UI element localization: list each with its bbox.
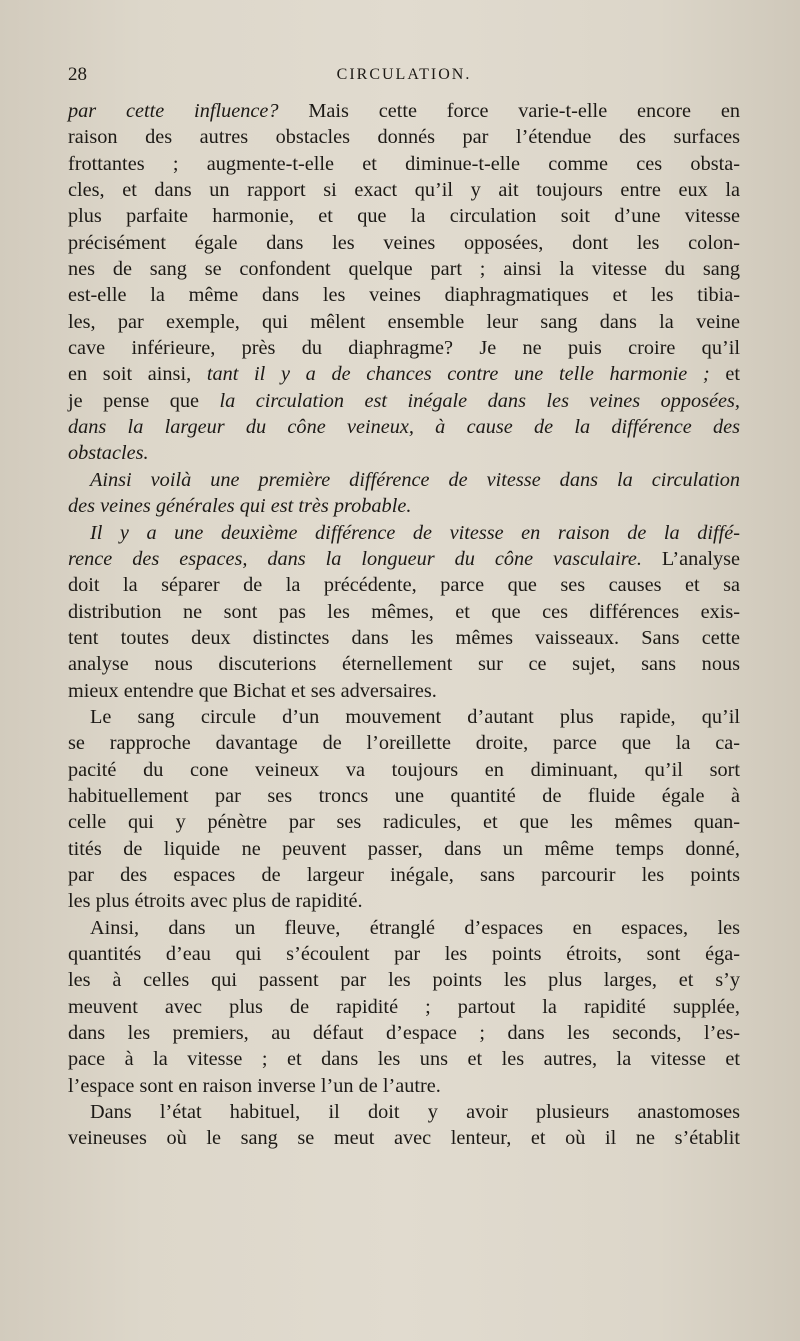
- text-run: doit la séparer de la précédente, parce que ses causes et sa: [68, 574, 740, 597]
- text-run: pacité du cone veineux va toujours en diminuant, qu’il sort: [68, 758, 740, 781]
- text-line: [68, 730, 740, 756]
- text-run: L’analyse: [641, 547, 740, 570]
- text-line: [68, 1125, 740, 1151]
- text-line: [68, 862, 740, 888]
- text-run: pace à la vitesse ; et dans les uns et les autres, la vitesse et: [68, 1048, 740, 1071]
- text-line: [68, 335, 740, 361]
- text-line: [68, 177, 740, 203]
- text-line: [68, 282, 740, 308]
- text-line: [68, 809, 740, 835]
- text-run: Dans l’état habituel, il doit y avoir plusieurs anastomoses: [90, 1101, 740, 1124]
- text-line: [68, 941, 740, 967]
- italic-text: obstacles.: [68, 442, 149, 465]
- text-run: les à celles qui passent par les points les plus larges, et s’y: [68, 969, 740, 992]
- text-line: [68, 888, 740, 914]
- italic-text: par cette influence?: [68, 100, 309, 122]
- page-header: [68, 64, 740, 94]
- text-line: [68, 651, 740, 677]
- text-run: meuvent avec plus de rapidité ; partout la rapidité supplée,: [68, 995, 740, 1018]
- text-run: Le sang circule d’un mouvement d’autant plus rapide, qu’il: [90, 705, 740, 728]
- page-number: 28: [68, 64, 87, 85]
- text-run: dans les premiers, au défaut d’espace ; dans les seconds, l’es-: [68, 1022, 740, 1045]
- text-line: [68, 757, 740, 783]
- running-head: CIRCULATION.: [336, 66, 472, 83]
- text-run: l’espace sont en raison inverse l’un de l’autre.: [68, 1074, 441, 1097]
- text-line: [68, 124, 740, 150]
- italic-text: tant il y a de chances contre une telle harmonie ;: [206, 363, 710, 386]
- text-line: [68, 704, 740, 730]
- text-line: [68, 493, 740, 519]
- text-run: je pense que: [68, 389, 220, 412]
- text-line: [68, 361, 740, 387]
- text-line: [68, 836, 740, 862]
- text-line: [68, 256, 740, 282]
- italic-text: dans la largeur du cône veineux, à cause de la différence des: [68, 416, 740, 439]
- text-line: [68, 599, 740, 625]
- text-run: nes de sang se confondent quelque part ; ainsi la vitesse du sang: [68, 258, 740, 281]
- text-run: habituellement par ses troncs une quantité de fluide égale à: [68, 784, 740, 807]
- text-run: cles, et dans un rapport si exact qu’il y ait toujours entre eux la: [68, 179, 740, 202]
- text-line: [68, 230, 740, 256]
- text-run: quantités d’eau qui s’écoulent par les points étroits, sont éga-: [68, 943, 740, 965]
- text-line: [68, 1020, 740, 1046]
- text-run: plus parfaite harmonie, et que la circulation soit d’une vitesse: [68, 205, 740, 228]
- italic-text: rence des espaces, dans la longueur du cône vasculaire.: [68, 547, 642, 570]
- text-run: les, par exemple, qui mêlent ensemble leur sang dans la veine: [68, 310, 740, 333]
- text-line: [68, 151, 740, 177]
- text-line: [68, 1099, 740, 1125]
- text-line: [68, 546, 740, 572]
- text-run: et: [709, 363, 740, 386]
- text-line: [68, 203, 740, 229]
- text-line: [68, 625, 740, 651]
- text-line: [68, 467, 740, 493]
- text-run: distribution ne sont pas les mêmes, et que ces différences exis-: [68, 600, 740, 623]
- text-line: [68, 440, 740, 466]
- text-run: tent toutes deux distinctes dans les mêmes vaisseaux. Sans cette: [68, 626, 740, 649]
- text-line: [68, 678, 740, 704]
- italic-text: Il y a une deuxième différence de vitesse en raison de la diffé-: [90, 521, 740, 544]
- text-run: Mais cette force varie-t-elle encore en: [308, 100, 740, 122]
- text-line: [68, 994, 740, 1020]
- text-run: est-elle la même dans les veines diaphragmatiques et les tibia-: [68, 284, 740, 307]
- text-line: [68, 1073, 740, 1099]
- text-run: frottantes ; augmente-t-elle et diminue-t-elle comme ces obsta-: [68, 152, 740, 175]
- text-line: [68, 520, 740, 546]
- text-run: précisément égale dans les veines opposées, dont les colon-: [68, 231, 740, 254]
- text-run: en soit ainsi,: [68, 363, 207, 386]
- text-line: [68, 388, 740, 414]
- text-line: [68, 309, 740, 335]
- text-run: par des espaces de largeur inégale, sans parcourir les points: [68, 863, 740, 886]
- text-run: raison des autres obstacles donnés par l’étendue des surfaces: [68, 126, 740, 149]
- text-line: [68, 783, 740, 809]
- text-run: veineuses où le sang se meut avec lenteur, et où il ne s’établit: [68, 1127, 740, 1150]
- text-run: tités de liquide ne peuvent passer, dans un même temps donné,: [68, 837, 740, 860]
- text-line: [68, 572, 740, 598]
- text-line: [68, 98, 740, 124]
- italic-text: des veines générales qui est très probable.: [68, 495, 412, 518]
- text-line: [68, 1046, 740, 1072]
- text-run: Ainsi, dans un fleuve, étranglé d’espaces en espaces, les: [90, 916, 740, 939]
- text-run: cave inférieure, près du diaphragme? Je ne puis croire qu’il: [68, 337, 740, 360]
- text-run: analyse nous discuterions éternellement sur ce sujet, sans nous: [68, 653, 740, 676]
- text-run: les plus étroits avec plus de rapidité.: [68, 890, 363, 913]
- text-run: se rapproche davantage de l’oreillette droite, parce que la ca-: [68, 732, 740, 755]
- text-line: [68, 967, 740, 993]
- body-text: [68, 98, 740, 1152]
- italic-text: Ainsi voilà une première différence de vitesse dans la circulation: [90, 468, 740, 491]
- text-line: [68, 915, 740, 941]
- italic-text: la circulation est inégale dans les veines opposées,: [219, 389, 740, 412]
- text-run: celle qui y pénètre par ses radicules, et que les mêmes quan-: [68, 811, 740, 834]
- text-run: mieux entendre que Bichat et ses adversaires.: [68, 679, 437, 702]
- text-line: [68, 414, 740, 440]
